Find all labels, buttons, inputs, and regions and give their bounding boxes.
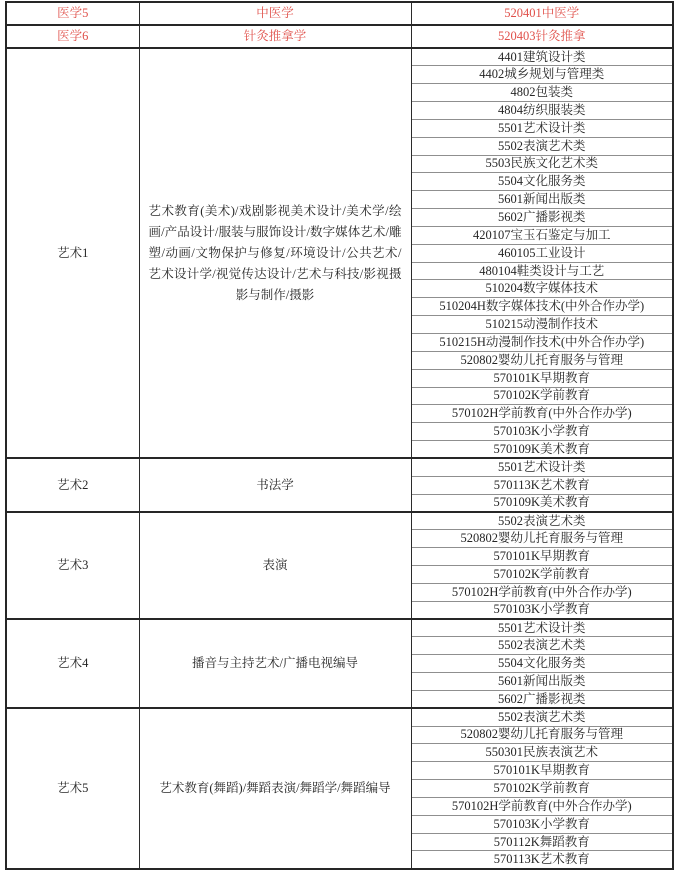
- code-cell: 570102K学前教育: [411, 565, 673, 583]
- code-cell: 480104鞋类设计与工艺: [411, 262, 673, 280]
- majors-cell: 播音与主持艺术/广播电视编导: [139, 619, 411, 708]
- code-cell: 5504文化服务类: [411, 173, 673, 191]
- code-cell: 570101K早期教育: [411, 548, 673, 566]
- code-cell: 4402城乡规划与管理类: [411, 66, 673, 84]
- majors-cell: 针灸推拿学: [139, 25, 411, 48]
- code-cell: 5502表演艺术类: [411, 637, 673, 655]
- majors-cell: 艺术教育(美术)/戏剧影视美术设计/美术学/绘画/产品设计/服装与服饰设计/数字媒体艺术/雕塑/动画/文物保护与修复/环境设计/公共艺术/艺术设计学/视觉传达设计/艺术与科技/影视摄影与制作/摄影: [139, 48, 411, 458]
- code-cell: 5504文化服务类: [411, 655, 673, 673]
- code-cell: 4804纺织服装类: [411, 102, 673, 120]
- table-row: [6, 25, 673, 48]
- code-cell: 570103K小学教育: [411, 423, 673, 441]
- majors-mapping-document: [5, 1, 674, 870]
- category-cell: 艺术5: [6, 708, 139, 869]
- code-cell: 520802婴幼儿托育服务与管理: [411, 530, 673, 548]
- code-cell: 570102H学前教育(中外合作办学): [411, 583, 673, 601]
- code-cell: 570102H学前教育(中外合作办学): [411, 797, 673, 815]
- code-cell: 570112K舞蹈教育: [411, 833, 673, 851]
- code-cell: 570113K艺术教育: [411, 851, 673, 869]
- category-cell: 艺术4: [6, 619, 139, 708]
- code-cell: 570109K美术教育: [411, 441, 673, 459]
- code-cell: 510215动漫制作技术: [411, 316, 673, 334]
- majors-mapping-table: [5, 1, 674, 870]
- code-cell: 570102K学前教育: [411, 387, 673, 405]
- category-cell: 医学5: [6, 2, 139, 25]
- code-cell: 5501艺术设计类: [411, 619, 673, 637]
- table-row: [6, 2, 673, 25]
- table-body: [6, 2, 673, 869]
- table-row: [6, 458, 673, 476]
- code-cell: 5501艺术设计类: [411, 458, 673, 476]
- code-cell: 570101K早期教育: [411, 369, 673, 387]
- code-cell: 5502表演艺术类: [411, 708, 673, 726]
- table-row: [6, 512, 673, 530]
- code-cell: 4802包装类: [411, 84, 673, 102]
- majors-cell: 艺术教育(舞蹈)/舞蹈表演/舞蹈学/舞蹈编导: [139, 708, 411, 869]
- code-cell: 5502表演艺术类: [411, 512, 673, 530]
- code-cell: 510215H动漫制作技术(中外合作办学): [411, 334, 673, 352]
- majors-cell: 书法学: [139, 458, 411, 512]
- code-cell: 5602广播影视类: [411, 690, 673, 708]
- code-cell: 520401中医学: [411, 2, 673, 25]
- code-cell: 570102K学前教育: [411, 780, 673, 798]
- code-cell: 5602广播影视类: [411, 209, 673, 227]
- code-cell: 570113K艺术教育: [411, 476, 673, 494]
- table-row: [6, 48, 673, 66]
- code-cell: 5601新闻出版类: [411, 673, 673, 691]
- code-cell: 520802婴幼儿托育服务与管理: [411, 726, 673, 744]
- code-cell: 5601新闻出版类: [411, 191, 673, 209]
- code-cell: 570103K小学教育: [411, 815, 673, 833]
- code-cell: 570109K美术教育: [411, 494, 673, 512]
- code-cell: 460105工业设计: [411, 244, 673, 262]
- code-cell: 570102H学前教育(中外合作办学): [411, 405, 673, 423]
- code-cell: 510204H数字媒体技术(中外合作办学): [411, 298, 673, 316]
- majors-cell: 表演: [139, 512, 411, 619]
- code-cell: 420107宝玉石鉴定与加工: [411, 226, 673, 244]
- code-cell: 5502表演艺术类: [411, 137, 673, 155]
- code-cell: 4401建筑设计类: [411, 48, 673, 66]
- category-cell: 艺术2: [6, 458, 139, 512]
- table-row: [6, 619, 673, 637]
- category-cell: 医学6: [6, 25, 139, 48]
- table-row: [6, 708, 673, 726]
- code-cell: 520802婴幼儿托育服务与管理: [411, 351, 673, 369]
- code-cell: 510204数字媒体技术: [411, 280, 673, 298]
- code-cell: 5503民族文化艺术类: [411, 155, 673, 173]
- majors-cell: 中医学: [139, 2, 411, 25]
- code-cell: 520403针灸推拿: [411, 25, 673, 48]
- code-cell: 5501艺术设计类: [411, 119, 673, 137]
- category-cell: 艺术3: [6, 512, 139, 619]
- code-cell: 570103K小学教育: [411, 601, 673, 619]
- code-cell: 570101K早期教育: [411, 762, 673, 780]
- code-cell: 550301民族表演艺术: [411, 744, 673, 762]
- category-cell: 艺术1: [6, 48, 139, 458]
